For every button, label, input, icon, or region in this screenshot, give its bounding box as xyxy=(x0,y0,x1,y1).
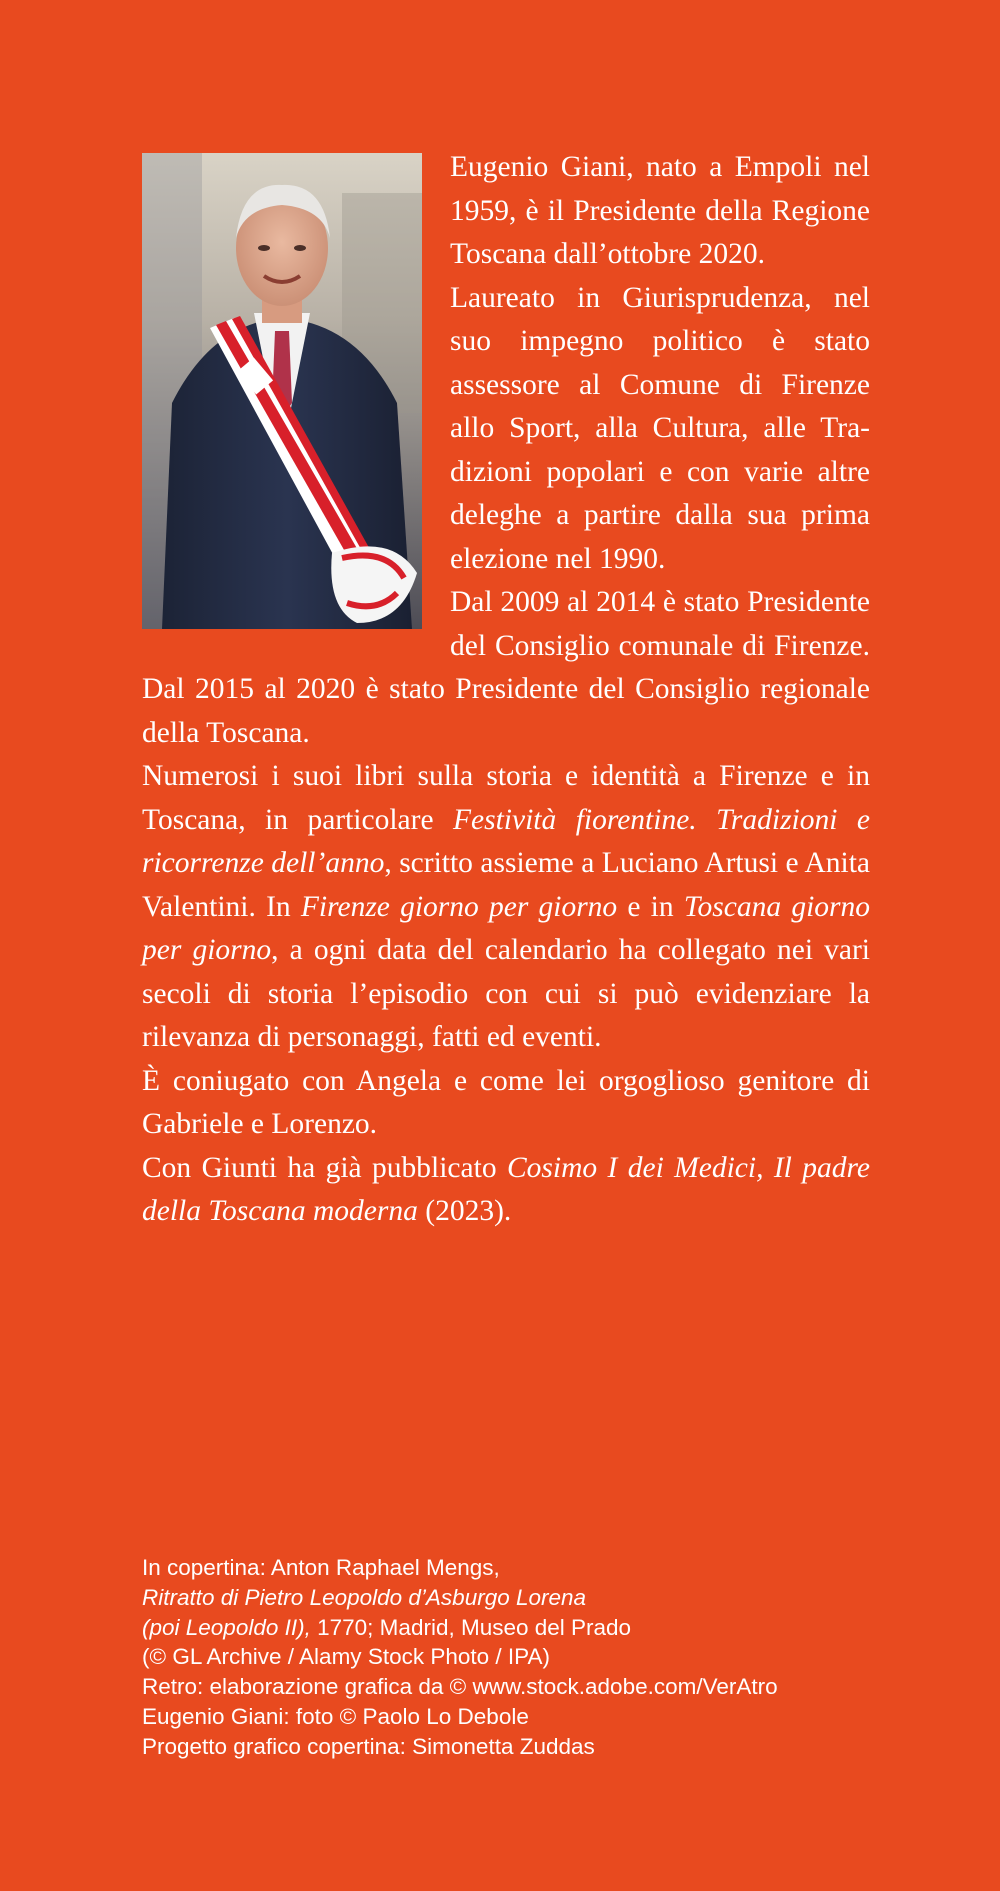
credit-line: (© GL Archive / Alamy Stock Photo / IPA) xyxy=(142,1644,550,1670)
bio-paragraph-3: Dal 2009 al 2014 è stato Presidente del Consiglio comunale di Firenze. Dal 2015 al 2020 è stato Presidente del Consiglio regionale della Toscana. xyxy=(142,586,870,749)
bio-paragraph-5: È coniugato con Angela e come lei orgoglioso genitore di Gabriele e Lorenzo. xyxy=(142,1064,870,1140)
credit-line xyxy=(142,1583,902,1613)
book-title: Cosimo I dei Medici, Il padre della Toscana moderna xyxy=(142,1151,870,1227)
artwork-title: Ritratto di Pietro Leopoldo d’Asburgo Lorena xyxy=(142,1584,587,1610)
book-title: Firenze giorno per giorno xyxy=(300,890,618,923)
credit-line: In copertina: Anton Raphael Mengs, xyxy=(142,1555,500,1580)
bio-paragraph-4 xyxy=(142,755,870,1060)
artwork-subtitle: (poi Leopoldo II), xyxy=(142,1614,311,1640)
book-title: Toscana giorno per giorno xyxy=(142,890,870,966)
bio-text: Con Giunti ha già pubblicato xyxy=(142,1151,507,1184)
image-credits xyxy=(142,1553,902,1762)
author-photo xyxy=(142,153,422,629)
credit-line: Progetto grafico copertina: Simonetta Zuddas xyxy=(142,1733,595,1759)
credit-line: Eugenio Giani: foto © Paolo Lo Debole xyxy=(142,1703,529,1729)
bio-text: Numerosi i suoi libri sulla storia e identità a Firenze e in Toscana, in particolare xyxy=(142,760,870,836)
bio-paragraph-1: Eugenio Giani, nato a Empoli nel 1959, è il Presidente della Regione Toscana dall’ottobre 2020. xyxy=(450,151,870,270)
artwork-info: 1770; Madrid, Museo del Prado xyxy=(310,1614,632,1640)
author-biography xyxy=(142,146,870,1234)
bio-paragraph-2: Laureato in Giurisprudenza, nel suo impegno politico è stato assessore al Comune di Firenze allo Sport, alla Cultura, alle Tradizioni popolari e con varie altre deleghe a partire dalla sua prima elezione nel 1990. xyxy=(450,281,870,575)
bio-text: , scritto assieme a Luciano Artusi e Anita Valentini. In xyxy=(142,847,870,923)
bio-text: (2023). xyxy=(417,1195,512,1227)
credit-line: Retro: elaborazione grafica da © www.stock.adobe.com/VerAtro xyxy=(142,1674,778,1700)
book-title: Festività fiorentine. Tradizioni e ricorrenze dell’anno xyxy=(142,803,870,879)
bio-paragraph-6 xyxy=(142,1147,870,1234)
bio-text: , a ogni data del calendario ha collegato nei vari secoli di storia l’episodio con cui si può evidenziare la rilevanza di personaggi, fatti ed eventi. xyxy=(142,934,870,1053)
credit-line xyxy=(142,1613,902,1643)
bio-text: e in xyxy=(617,890,684,923)
